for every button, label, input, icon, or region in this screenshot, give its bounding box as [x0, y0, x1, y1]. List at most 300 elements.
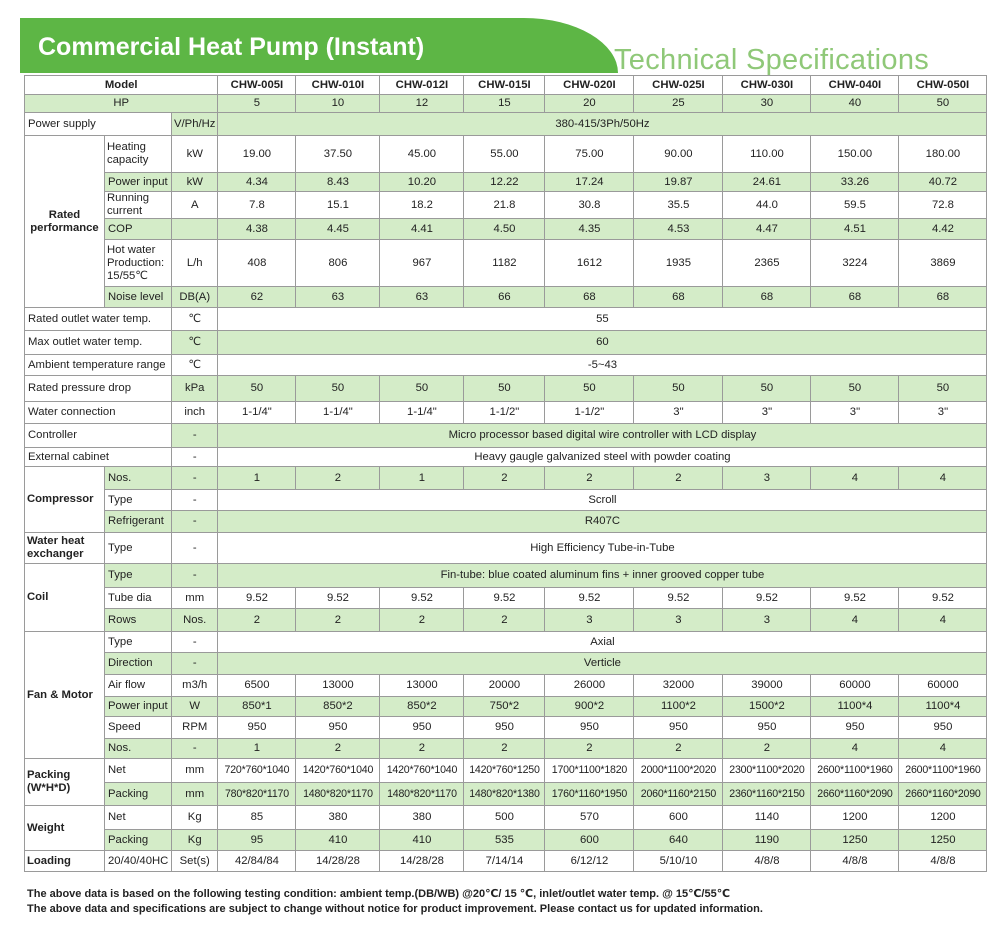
fan-speed-value: 950	[723, 717, 811, 739]
net-weight-value: 1140	[723, 806, 811, 830]
air-flow-value: 20000	[464, 675, 545, 697]
table-row	[25, 717, 987, 739]
table-row	[25, 136, 987, 173]
net-weight-label: Net	[105, 806, 172, 830]
coil-rows-value: 2	[464, 609, 545, 632]
fan-nos-value: 2	[380, 739, 464, 759]
cop-unit	[172, 219, 218, 240]
table-row	[25, 448, 987, 467]
loading-value: 42/84/84	[218, 851, 296, 872]
air-flow-value: 6500	[218, 675, 296, 697]
cop-label: COP	[105, 219, 172, 240]
fan-speed-value: 950	[296, 717, 380, 739]
coil-rows-label: Rows	[105, 609, 172, 632]
power-input-value: 33.26	[811, 173, 899, 192]
table-row	[25, 564, 987, 588]
max-outlet-temp-value: 60	[218, 331, 987, 355]
tube-dia-value: 9.52	[899, 588, 987, 609]
tube-dia-value: 9.52	[218, 588, 296, 609]
heating-capacity-value: 19.00	[218, 136, 296, 173]
rated-outlet-temp-value: 55	[218, 308, 987, 331]
power-input-value: 8.43	[296, 173, 380, 192]
fan-speed-unit: RPM	[172, 717, 218, 739]
external-cabinet-label: External cabinet	[25, 448, 172, 467]
compressor-nos-value: 1	[380, 467, 464, 490]
hot-water-production-label: Hot water Production: 15/55℃	[105, 240, 172, 287]
packing-weight-unit: Kg	[172, 830, 218, 851]
fan-nos-label: Nos.	[105, 739, 172, 759]
heating-capacity-value: 55.00	[464, 136, 545, 173]
table-row	[25, 806, 987, 830]
net-weight-value: 600	[634, 806, 723, 830]
max-outlet-temp-label: Max outlet water temp.	[25, 331, 172, 355]
table-row	[25, 113, 987, 136]
table-row	[25, 759, 987, 783]
heating-capacity-value: 90.00	[634, 136, 723, 173]
table-row	[25, 376, 987, 402]
water-connection-unit: inch	[172, 402, 218, 424]
fan-speed-value: 950	[380, 717, 464, 739]
spec-table	[24, 75, 987, 872]
packing-weight-value: 95	[218, 830, 296, 851]
coil-rows-unit: Nos.	[172, 609, 218, 632]
fan-power-input-value: 1500*2	[723, 697, 811, 717]
power-supply-unit: V/Ph/Hz	[172, 113, 218, 136]
power-input-value: 40.72	[899, 173, 987, 192]
packing-dims-value: 1480*820*1380	[464, 783, 545, 806]
hp-value: 50	[899, 95, 987, 113]
pressure-drop-value: 50	[380, 376, 464, 402]
net-weight-unit: Kg	[172, 806, 218, 830]
table-row	[25, 331, 987, 355]
fan-speed-value: 950	[218, 717, 296, 739]
table-row	[25, 240, 987, 287]
packing-weight-value: 535	[464, 830, 545, 851]
max-outlet-temp-unit: ℃	[172, 331, 218, 355]
coil-rows-value: 2	[218, 609, 296, 632]
packing-dims-section: Packing (W*H*D)	[25, 759, 105, 806]
fan-power-input-label: Power input	[105, 697, 172, 717]
fan-power-input-value: 850*2	[296, 697, 380, 717]
hp-value: 10	[296, 95, 380, 113]
table-row	[25, 511, 987, 533]
hot-water-production-value: 408	[218, 240, 296, 287]
loading-value: 7/14/14	[464, 851, 545, 872]
packing-weight-value: 640	[634, 830, 723, 851]
fan-power-input-unit: W	[172, 697, 218, 717]
loading-value: 14/28/28	[380, 851, 464, 872]
packing-dims-value: 2660*1160*2090	[811, 783, 899, 806]
packing-dims-value: 2660*1160*2090	[899, 783, 987, 806]
model-name: CHW-040I	[811, 76, 899, 95]
water-hx-type-unit: -	[172, 533, 218, 564]
cop-value: 4.51	[811, 219, 899, 240]
net-weight-value: 380	[380, 806, 464, 830]
net-weight-value: 500	[464, 806, 545, 830]
pressure-drop-unit: kPa	[172, 376, 218, 402]
cop-value: 4.47	[723, 219, 811, 240]
pressure-drop-value: 50	[296, 376, 380, 402]
packing-dims-unit: mm	[172, 783, 218, 806]
water-connection-value: 1-1/4"	[380, 402, 464, 424]
running-current-value: 18.2	[380, 192, 464, 219]
power-input-label: Power input	[105, 173, 172, 192]
tube-dia-value: 9.52	[380, 588, 464, 609]
water-connection-label: Water connection	[25, 402, 172, 424]
power-input-value: 17.24	[545, 173, 634, 192]
coil-type-label: Type	[105, 564, 172, 588]
water-connection-value: 1-1/4"	[218, 402, 296, 424]
table-row	[25, 490, 987, 511]
power-input-value: 12.22	[464, 173, 545, 192]
net-weight-value: 380	[296, 806, 380, 830]
coil-rows-value: 3	[634, 609, 723, 632]
loading-label: 20/40/40HC	[105, 851, 172, 872]
noise-level-value: 68	[811, 287, 899, 308]
packing-dims-label: Packing	[105, 783, 172, 806]
fan-power-input-value: 1100*2	[634, 697, 723, 717]
running-current-value: 35.5	[634, 192, 723, 219]
air-flow-value: 39000	[723, 675, 811, 697]
packing-weight-label: Packing	[105, 830, 172, 851]
table-row	[25, 675, 987, 697]
model-header: Model	[25, 76, 218, 95]
fan-nos-unit: -	[172, 739, 218, 759]
tube-dia-value: 9.52	[811, 588, 899, 609]
heating-capacity-value: 75.00	[545, 136, 634, 173]
tube-dia-value: 9.52	[723, 588, 811, 609]
pressure-drop-value: 50	[811, 376, 899, 402]
fan-direction-label: Direction	[105, 653, 172, 675]
table-row	[25, 402, 987, 424]
ambient-range-unit: ℃	[172, 355, 218, 376]
table-row	[25, 653, 987, 675]
heating-capacity-value: 180.00	[899, 136, 987, 173]
coil-type-value: Fin-tube: blue coated aluminum fins + inner grooved copper tube	[218, 564, 987, 588]
fan-power-input-value: 900*2	[545, 697, 634, 717]
net-dims-value: 1700*1100*1820	[545, 759, 634, 783]
noise-level-unit: DB(A)	[172, 287, 218, 308]
coil-rows-value: 3	[545, 609, 634, 632]
pressure-drop-label: Rated pressure drop	[25, 376, 172, 402]
pressure-drop-value: 50	[545, 376, 634, 402]
footer-note-disclaimer: The above data and specifications are subject to change without notice for product improvement. Please contact us for updated information.	[27, 903, 763, 915]
pressure-drop-value: 50	[723, 376, 811, 402]
pressure-drop-value: 50	[634, 376, 723, 402]
tube-dia-value: 9.52	[464, 588, 545, 609]
water-hx-section: Water heat exchanger	[25, 533, 105, 564]
air-flow-value: 60000	[811, 675, 899, 697]
compressor-nos-value: 4	[811, 467, 899, 490]
hot-water-production-value: 1612	[545, 240, 634, 287]
pressure-drop-value: 50	[464, 376, 545, 402]
noise-level-value: 63	[296, 287, 380, 308]
air-flow-label: Air flow	[105, 675, 172, 697]
table-row	[25, 219, 987, 240]
compressor-nos-label: Nos.	[105, 467, 172, 490]
net-dims-value: 1420*760*1250	[464, 759, 545, 783]
cop-value: 4.45	[296, 219, 380, 240]
pressure-drop-value: 50	[899, 376, 987, 402]
air-flow-value: 26000	[545, 675, 634, 697]
fan-nos-value: 2	[464, 739, 545, 759]
hot-water-production-value: 1935	[634, 240, 723, 287]
fan-power-input-value: 750*2	[464, 697, 545, 717]
fan-power-input-value: 1100*4	[811, 697, 899, 717]
coil-rows-value: 4	[899, 609, 987, 632]
model-name: CHW-020I	[545, 76, 634, 95]
table-row	[25, 739, 987, 759]
cop-value: 4.50	[464, 219, 545, 240]
power-input-value: 10.20	[380, 173, 464, 192]
coil-section: Coil	[25, 564, 105, 632]
external-cabinet-value: Heavy gaugle galvanized steel with powder coating	[218, 448, 987, 467]
hp-value: 5	[218, 95, 296, 113]
packing-weight-value: 1250	[899, 830, 987, 851]
heating-capacity-label: Heating capacity	[105, 136, 172, 173]
fan-power-input-value: 850*2	[380, 697, 464, 717]
loading-value: 4/8/8	[723, 851, 811, 872]
fan-power-input-value: 850*1	[218, 697, 296, 717]
fan-speed-value: 950	[811, 717, 899, 739]
water-connection-value: 1-1/4"	[296, 402, 380, 424]
model-name: CHW-010I	[296, 76, 380, 95]
compressor-nos-value: 1	[218, 467, 296, 490]
power-input-value: 4.34	[218, 173, 296, 192]
fan-speed-value: 950	[899, 717, 987, 739]
air-flow-value: 60000	[899, 675, 987, 697]
fan-nos-value: 4	[811, 739, 899, 759]
hp-value: 20	[545, 95, 634, 113]
hp-value: 12	[380, 95, 464, 113]
table-row	[25, 467, 987, 490]
loading-value: 5/10/10	[634, 851, 723, 872]
fan-speed-value: 950	[545, 717, 634, 739]
loading-unit: Set(s)	[172, 851, 218, 872]
tube-dia-value: 9.52	[634, 588, 723, 609]
tube-dia-value: 9.52	[296, 588, 380, 609]
fan-speed-value: 950	[464, 717, 545, 739]
compressor-nos-value: 2	[464, 467, 545, 490]
water-connection-value: 3"	[899, 402, 987, 424]
loading-value: 14/28/28	[296, 851, 380, 872]
noise-level-value: 63	[380, 287, 464, 308]
air-flow-unit: m3/h	[172, 675, 218, 697]
hot-water-production-value: 1182	[464, 240, 545, 287]
heating-capacity-unit: kW	[172, 136, 218, 173]
table-row	[25, 533, 987, 564]
water-connection-value: 3"	[811, 402, 899, 424]
model-name: CHW-015I	[464, 76, 545, 95]
packing-weight-value: 410	[296, 830, 380, 851]
packing-dims-value: 1760*1160*1950	[545, 783, 634, 806]
model-name: CHW-030I	[723, 76, 811, 95]
pressure-drop-value: 50	[218, 376, 296, 402]
table-row	[25, 308, 987, 331]
power-supply-label: Power supply	[25, 113, 172, 136]
controller-value: Micro processor based digital wire controller with LCD display	[218, 424, 987, 448]
table-row	[25, 609, 987, 632]
table-row	[25, 287, 987, 308]
fan-nos-value: 2	[634, 739, 723, 759]
water-connection-value: 1-1/2"	[464, 402, 545, 424]
coil-rows-value: 2	[296, 609, 380, 632]
cop-value: 4.38	[218, 219, 296, 240]
tube-dia-label: Tube dia	[105, 588, 172, 609]
coil-rows-value: 3	[723, 609, 811, 632]
running-current-value: 59.5	[811, 192, 899, 219]
power-input-value: 19.87	[634, 173, 723, 192]
fan-speed-label: Speed	[105, 717, 172, 739]
table-row	[25, 95, 987, 113]
water-hx-type-value: High Efficiency Tube-in-Tube	[218, 533, 987, 564]
refrigerant-value: R407C	[218, 511, 987, 533]
cop-value: 4.41	[380, 219, 464, 240]
compressor-type-value: Scroll	[218, 490, 987, 511]
packing-weight-value: 1190	[723, 830, 811, 851]
packing-dims-value: 780*820*1170	[218, 783, 296, 806]
hot-water-production-value: 3224	[811, 240, 899, 287]
compressor-nos-value: 2	[545, 467, 634, 490]
ambient-range-value: -5~43	[218, 355, 987, 376]
hot-water-production-value: 2365	[723, 240, 811, 287]
packing-weight-value: 410	[380, 830, 464, 851]
controller-label: Controller	[25, 424, 172, 448]
net-dims-value: 1420*760*1040	[296, 759, 380, 783]
packing-dims-value: 2360*1160*2150	[723, 783, 811, 806]
compressor-nos-value: 2	[634, 467, 723, 490]
running-current-value: 15.1	[296, 192, 380, 219]
running-current-label: Running current	[105, 192, 172, 219]
hot-water-production-unit: L/h	[172, 240, 218, 287]
air-flow-value: 13000	[296, 675, 380, 697]
coil-type-unit: -	[172, 564, 218, 588]
table-row	[25, 192, 987, 219]
compressor-type-label: Type	[105, 490, 172, 511]
noise-level-value: 68	[899, 287, 987, 308]
packing-weight-value: 1250	[811, 830, 899, 851]
loading-value: 4/8/8	[811, 851, 899, 872]
table-row	[25, 173, 987, 192]
compressor-nos-value: 2	[296, 467, 380, 490]
refrigerant-unit: -	[172, 511, 218, 533]
power-input-unit: kW	[172, 173, 218, 192]
packing-dims-value: 1480*820*1170	[380, 783, 464, 806]
water-connection-value: 3"	[723, 402, 811, 424]
noise-level-value: 68	[723, 287, 811, 308]
compressor-section: Compressor	[25, 467, 105, 533]
net-weight-value: 1200	[899, 806, 987, 830]
packing-dims-value: 1480*820*1170	[296, 783, 380, 806]
fan-power-input-value: 1100*4	[899, 697, 987, 717]
controller-unit: -	[172, 424, 218, 448]
table-row	[25, 424, 987, 448]
net-dims-label: Net	[105, 759, 172, 783]
rated-outlet-temp-label: Rated outlet water temp.	[25, 308, 172, 331]
model-name: CHW-050I	[899, 76, 987, 95]
table-row	[25, 851, 987, 872]
table-row	[25, 830, 987, 851]
fan-direction-value: Verticle	[218, 653, 987, 675]
fan-nos-value: 2	[296, 739, 380, 759]
compressor-nos-unit: -	[172, 467, 218, 490]
net-dims-value: 2300*1100*2020	[723, 759, 811, 783]
rated-outlet-temp-unit: ℃	[172, 308, 218, 331]
fan-nos-value: 2	[723, 739, 811, 759]
noise-level-value: 68	[545, 287, 634, 308]
tube-dia-unit: mm	[172, 588, 218, 609]
table-row	[25, 697, 987, 717]
net-dims-value: 720*760*1040	[218, 759, 296, 783]
net-weight-value: 1200	[811, 806, 899, 830]
air-flow-value: 32000	[634, 675, 723, 697]
fan-nos-value: 1	[218, 739, 296, 759]
heating-capacity-value: 150.00	[811, 136, 899, 173]
model-name: CHW-012I	[380, 76, 464, 95]
running-current-value: 72.8	[899, 192, 987, 219]
heating-capacity-value: 110.00	[723, 136, 811, 173]
packing-weight-value: 600	[545, 830, 634, 851]
fan-nos-value: 2	[545, 739, 634, 759]
heating-capacity-value: 45.00	[380, 136, 464, 173]
hp-value: 25	[634, 95, 723, 113]
cop-value: 4.42	[899, 219, 987, 240]
table-row	[25, 588, 987, 609]
fan-section: Fan & Motor	[25, 632, 105, 759]
packing-dims-value: 2060*1160*2150	[634, 783, 723, 806]
net-dims-value: 2600*1100*1960	[899, 759, 987, 783]
net-weight-value: 570	[545, 806, 634, 830]
loading-section: Loading	[25, 851, 105, 872]
net-dims-value: 2600*1100*1960	[811, 759, 899, 783]
footer-note-testing: The above data is based on the following testing condition: ambient temp.(DB/WB) @20℃/ 15 ℃, inlet/outlet water temp. @ 15℃/55℃	[27, 888, 731, 900]
compressor-type-unit: -	[172, 490, 218, 511]
cop-value: 4.35	[545, 219, 634, 240]
power-input-value: 24.61	[723, 173, 811, 192]
running-current-value: 44.0	[723, 192, 811, 219]
net-dims-unit: mm	[172, 759, 218, 783]
rated-performance-section: Rated performance	[25, 136, 105, 308]
hp-value: 40	[811, 95, 899, 113]
refrigerant-label: Refrigerant	[105, 511, 172, 533]
hp-value: 15	[464, 95, 545, 113]
model-name: CHW-025I	[634, 76, 723, 95]
water-connection-value: 1-1/2"	[545, 402, 634, 424]
fan-type-unit: -	[172, 632, 218, 653]
noise-level-value: 68	[634, 287, 723, 308]
water-hx-type-label: Type	[105, 533, 172, 564]
running-current-value: 21.8	[464, 192, 545, 219]
hot-water-production-value: 806	[296, 240, 380, 287]
water-connection-value: 3"	[634, 402, 723, 424]
table-row	[25, 355, 987, 376]
fan-nos-value: 4	[899, 739, 987, 759]
fan-type-value: Axial	[218, 632, 987, 653]
coil-rows-value: 4	[811, 609, 899, 632]
page-subtitle: Technical Specifications	[614, 44, 930, 76]
net-dims-value: 1420*760*1040	[380, 759, 464, 783]
hp-value: 30	[723, 95, 811, 113]
running-current-value: 7.8	[218, 192, 296, 219]
compressor-nos-value: 4	[899, 467, 987, 490]
net-weight-value: 85	[218, 806, 296, 830]
fan-direction-unit: -	[172, 653, 218, 675]
noise-level-value: 62	[218, 287, 296, 308]
tube-dia-value: 9.52	[545, 588, 634, 609]
net-dims-value: 2000*1100*2020	[634, 759, 723, 783]
noise-level-label: Noise level	[105, 287, 172, 308]
loading-value: 6/12/12	[545, 851, 634, 872]
